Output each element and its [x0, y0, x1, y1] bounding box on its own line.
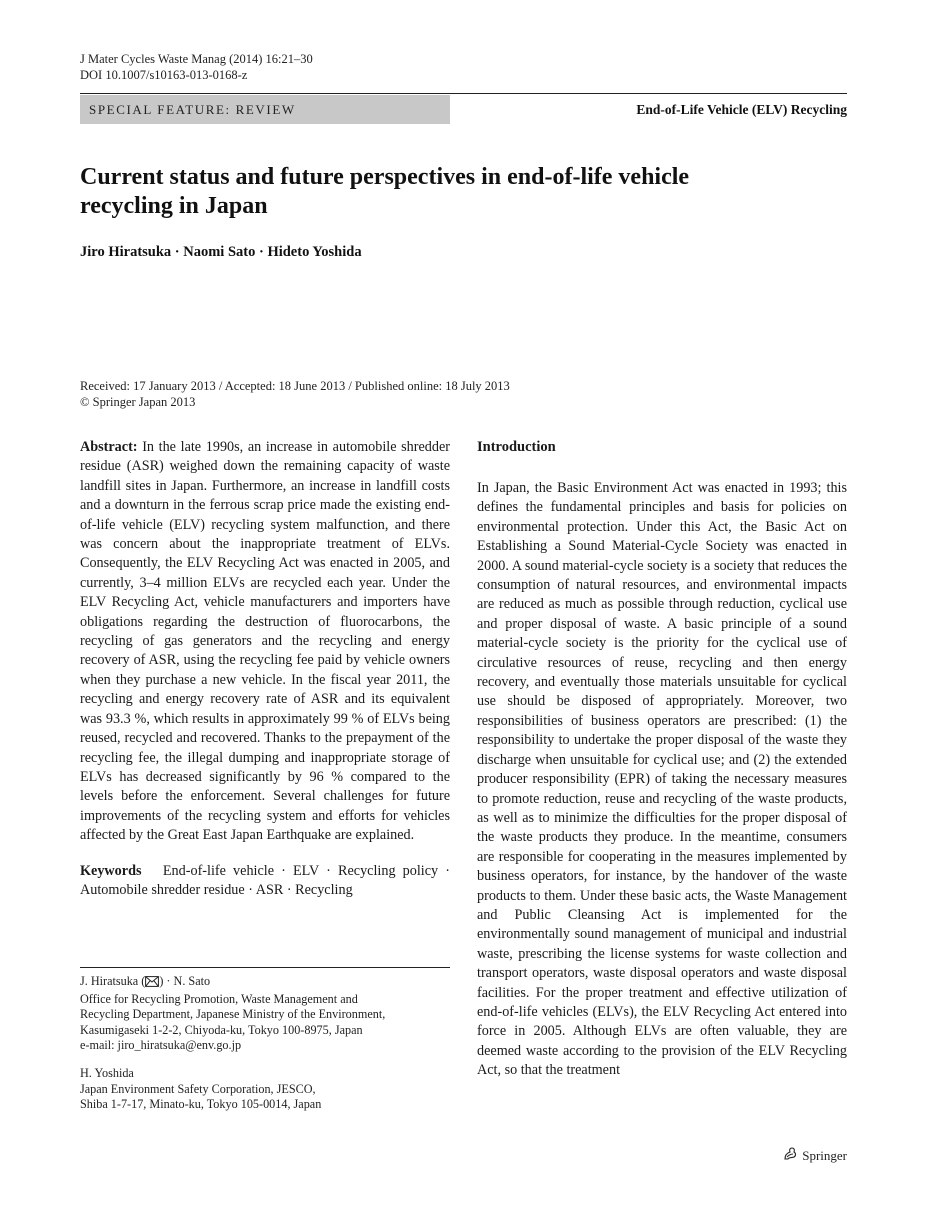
email[interactable]: e-mail: jiro_hiratsuka@env.go.jp [80, 1038, 242, 1053]
abstract-label: Abstract: [80, 439, 138, 455]
abstract [80, 438, 450, 846]
publication-dates [80, 378, 510, 410]
feature-title: End-of-Life Vehicle (ELV) Recycling [636, 102, 847, 117]
authors: Jiro Hiratsuka · Naomi Sato · Hideto Yoshida [80, 244, 362, 260]
corr-name: J. Hiratsuka ( [80, 974, 146, 988]
introduction-text: In Japan, the Basic Environment Act was enacted in 1993; this defines the fundamental principles and basis for policies on environmental protection. Under this Act, the Basic Act on Establishing a Sound Material-Cycle Society was enacted in 2000. A sound material-cycle society is a society that reduces the consumption of natural resources, and environmental impacts are reduced as much as possible through reduction, cyclical use and proper disposal of waste. A basic principle of a sound material-cycle society is the priority for the cyclical use of circulative resources of reuse, recycling and then energy recovery, and eventually those materials unsuitable for cyclical use should be disposed of appropriately. Moreover, two responsibilities of business operators are prescribed: (1) the responsibility to undertake the proper disposal of the waste they discharge when unsuitable for cyclical use; and (2) the extended producer responsibility (EPR) of taking the necessary measures to promote reduction, reuse and recycling of the waste products, as well as to minimize the difficulties for the proper disposal of the waste products they produce. In the meantime, consumers are responsible for cooperating in the measures implemented by business operators, for instance, by the handover of the waste products to them. Under these basic acts, the Waste Management and Public Cleansing Act is implemented for the environmentally sound management of municipal and industrial waste, prescribing the license systems for waste collection and transport operators, waste disposal operators and waste disposal facilities. For the proper treatment and effective utilization of end-of-life vehicles (ELVs), the ELV Recycling Act entered into force in 2005. Although ELVs are often valuable, they are deemed waste according to the provision of the ELV Recycling Act, so that the treatment [477, 480, 847, 1079]
right-column [477, 438, 847, 1081]
journal-citation: J Mater Cycles Waste Manag (2014) 16:21–30 [80, 52, 313, 66]
envelope-icon [145, 976, 159, 992]
corr-coauthor: ) · N. Sato [159, 974, 211, 988]
doi[interactable]: DOI 10.1007/s10163-013-0168-z [80, 68, 248, 82]
keywords-label: Keywords [80, 862, 142, 879]
org1-line1: Office for Recycling Promotion, Waste Management and [80, 991, 358, 1006]
affiliation-rule [80, 967, 450, 968]
author2-name: H. Yoshida [80, 1065, 134, 1080]
keywords-text: End-of-life vehicle · ELV · Recycling policy · Automobile shredder residue · ASR · Recycling [80, 862, 450, 898]
publisher-name: Springer [802, 1148, 847, 1163]
introduction-heading: Introduction [477, 439, 556, 455]
keywords [80, 862, 450, 901]
org1-line2: Recycling Department, Japanese Ministry of the Environment, [80, 1007, 386, 1022]
article-title: Current status and future perspectives in end-of-life vehicle recycling in Japan [80, 164, 690, 219]
corresponding-authors [80, 974, 450, 992]
affiliations [80, 974, 450, 1113]
header-rule [80, 93, 847, 94]
left-column [80, 438, 450, 900]
feature-label: SPECIAL FEATURE: REVIEW [80, 95, 450, 124]
org2-line1: Japan Environment Safety Corporation, JESCO, [80, 1081, 316, 1096]
dates-line: Received: 17 January 2013 / Accepted: 18 June 2013 / Published online: 18 July 2013 [80, 379, 510, 393]
publisher-footer [782, 1146, 847, 1166]
abstract-text: In the late 1990s, an increase in automobile shredder residue (ASR) weighed down the remaining capacity of waste landfill sites in Japan. Furthermore, an increase in landfill costs and a downturn in the ferrous scrap price made the existing end-of-life vehicle (ELV) recycling system malfunction, and there was concern about the inappropriate treatment of ELVs. Consequently, the ELV Recycling Act was enacted in 2005, and currently, 3–4 million ELVs are recycled each year. Under the ELV Recycling Act, vehicle manufacturers and importers have obligations regarding the destruction of fluorocarbons, the recycling of gas generators and the recycling and energy recovery of ASR, using the recycling fee paid by vehicle owners when they purchase a new vehicle. In the fiscal year 2011, the recycling and energy recovery rate of ASR and its equivalent was 93.3 %, which results in approximately 99 % of ELVs being reused, recycled and recovered. Thanks to the prepayment of the recycling fee, the illegal dumping and inappropriate storage of ELVs has decreased significantly by 96 % compared to the levels before the enforcement. Several challenges for future improvements of the recycling system and efforts for vehicles affected by the Great East Japan Earthquake are explained. [80, 439, 450, 844]
copyright: © Springer Japan 2013 [80, 395, 196, 409]
springer-logo-icon [782, 1146, 798, 1166]
org2-line2: Shiba 1-7-17, Minato-ku, Tokyo 105-0014, Japan [80, 1097, 322, 1112]
org1-line3: Kasumigaseki 1-2-2, Chiyoda-ku, Tokyo 100-8975, Japan [80, 1022, 363, 1037]
